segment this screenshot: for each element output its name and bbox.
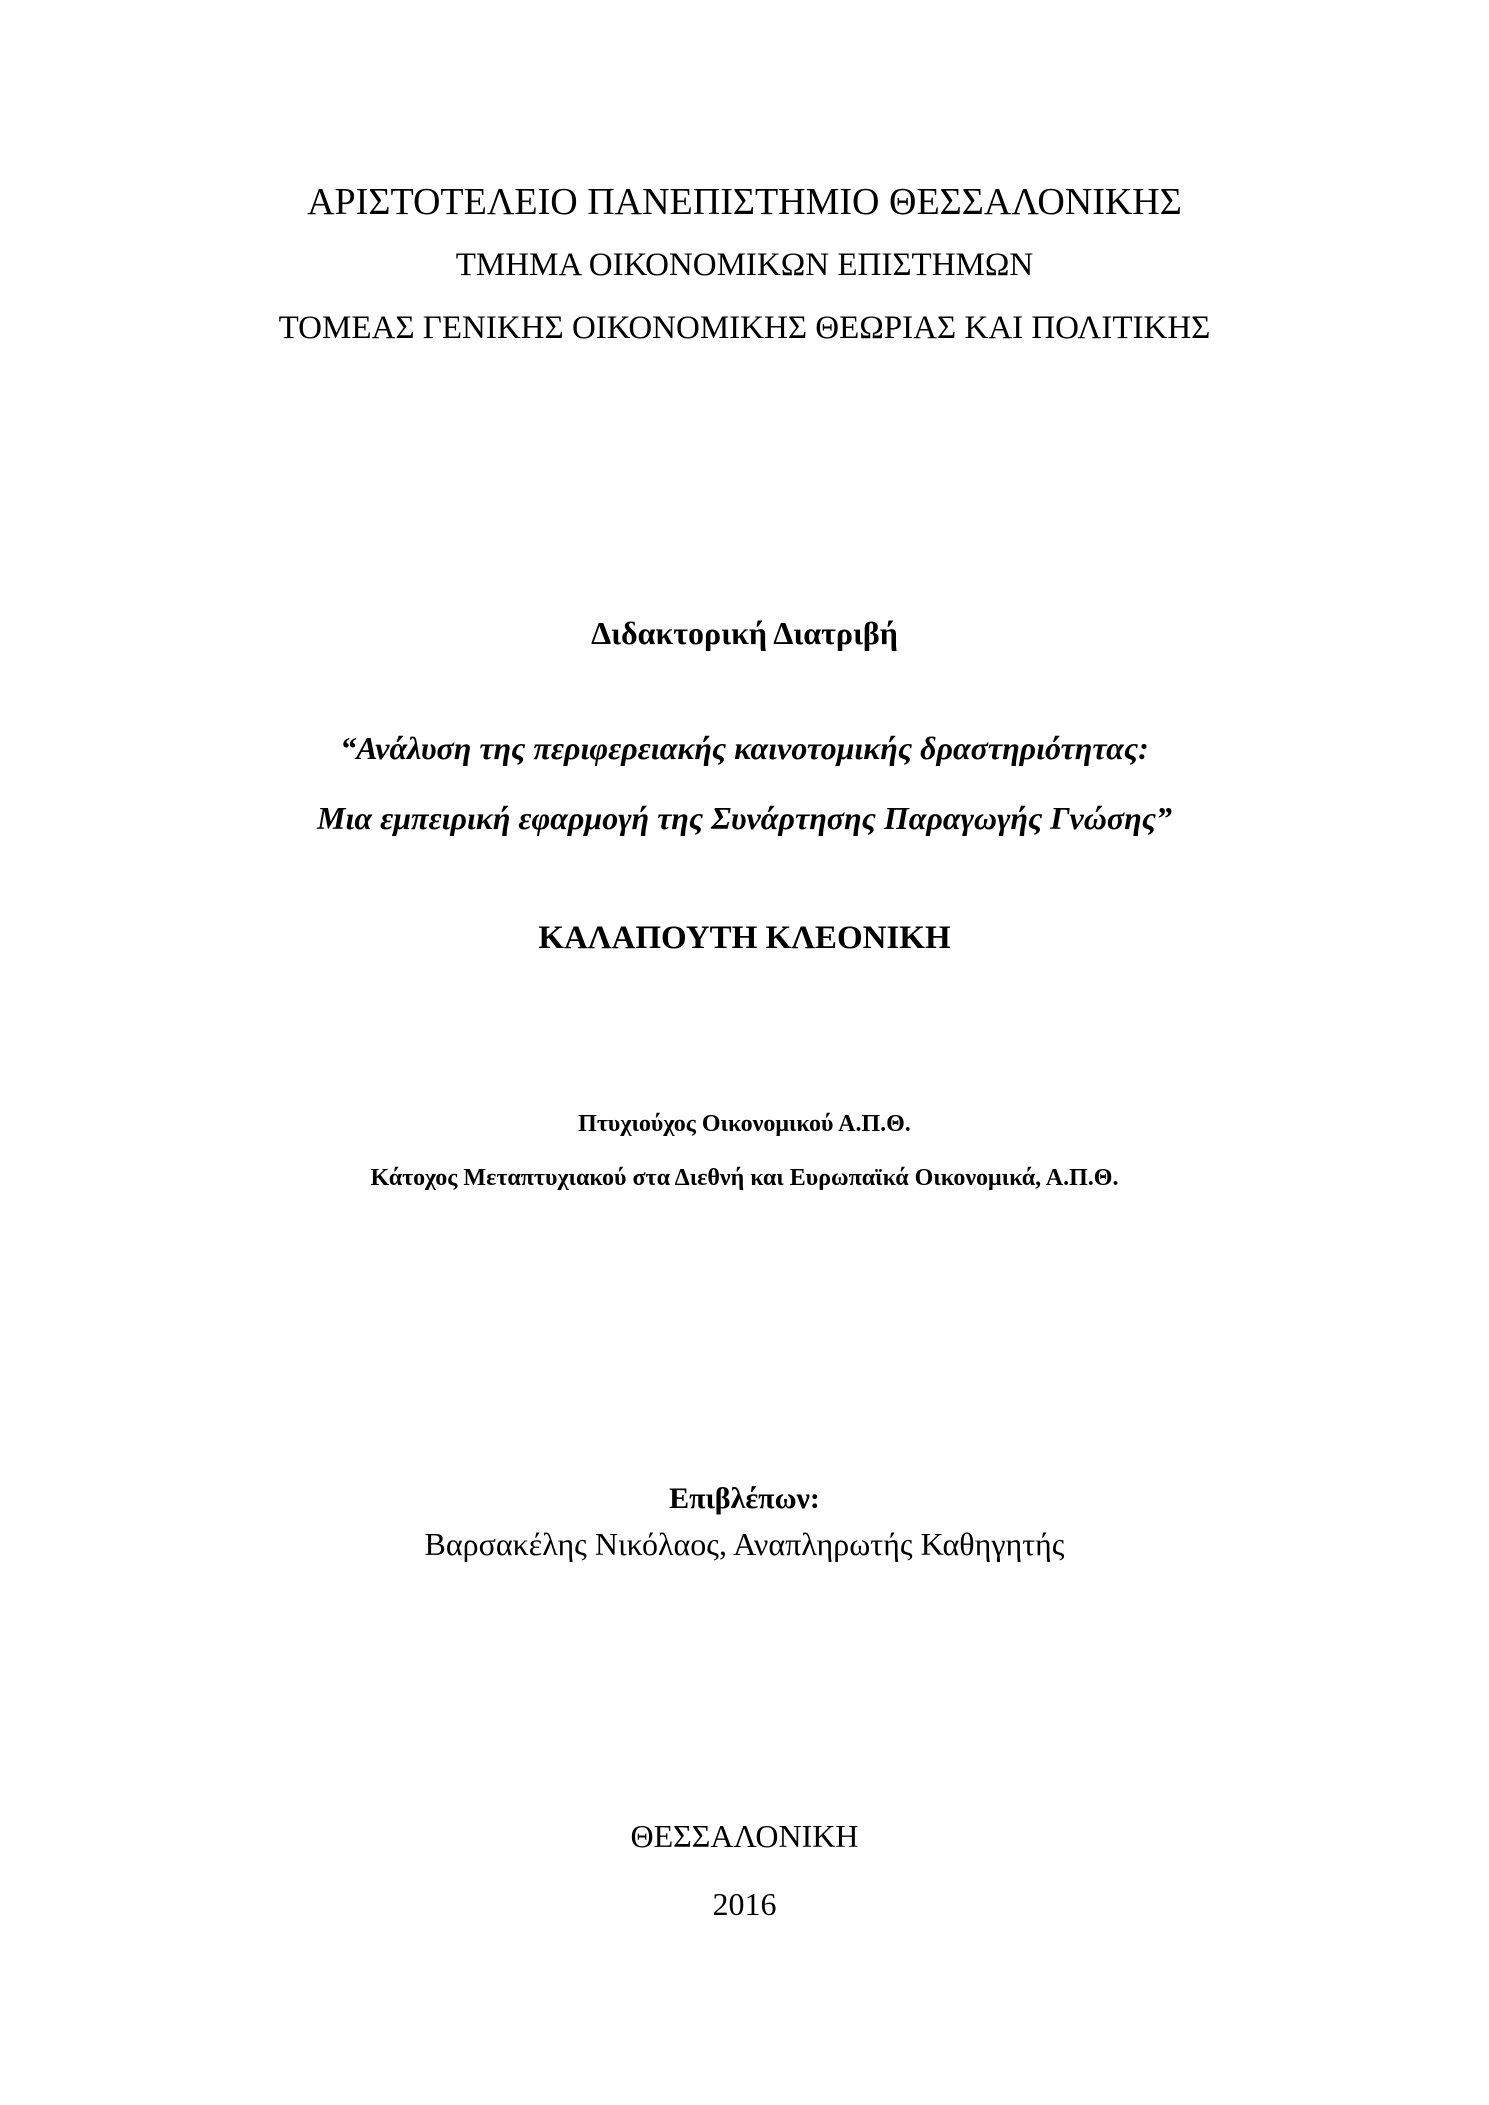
thesis-title-line-2: Μια εμπειρική εφαρμογή της Συνάρτησης Παραγωγής Γνώσης” [317, 800, 1172, 836]
author-name: ΚΑΛΑΠΟΥΤΗ ΚΛΕΟΝΙΚΗ [538, 920, 951, 956]
thesis-title-line-1: “Ανάλυση της περιφερειακής καινοτομικής δραστηριότητας: [340, 730, 1149, 766]
supervisor-label: Επιβλέπων: [669, 1482, 820, 1515]
document-type: Διδακτορική Διατριβή [591, 615, 898, 651]
division-name: ΤΟΜΕΑΣ ΓΕΝΙΚΗΣ ΟΙΚΟΝΟΜΙΚΗΣ ΘΕΩΡΙΑΣ ΚΑΙ ΠΟΛΙΤΙΚΗΣ [278, 310, 1211, 346]
city: ΘΕΣΣΑΛΟΝΙΚΗ [630, 1818, 859, 1854]
year: 2016 [712, 1886, 777, 1922]
author-credential-master: Κάτοχος Μεταπτυχιακού στα Διεθνή και Ευρωπαϊκά Οικονομικά, Α.Π.Θ. [370, 1165, 1119, 1191]
department-name: ΤΜΗΜΑ ΟΙΚΟΝΟΜΙΚΩΝ ΕΠΙΣΤΗΜΩΝ [455, 247, 1034, 283]
supervisor-name: Βαρσακέλης Νικόλαος, Αναπληρωτής Καθηγητής [424, 1526, 1065, 1562]
university-name: ΑΡΙΣΤΟΤΕΛΕΙΟ ΠΑΝΕΠΙΣΤΗΜΙΟ ΘΕΣΣΑΛΟΝΙΚΗΣ [307, 181, 1182, 223]
author-credential-bachelor: Πτυχιούχος Οικονομικού Α.Π.Θ. [578, 1111, 911, 1137]
